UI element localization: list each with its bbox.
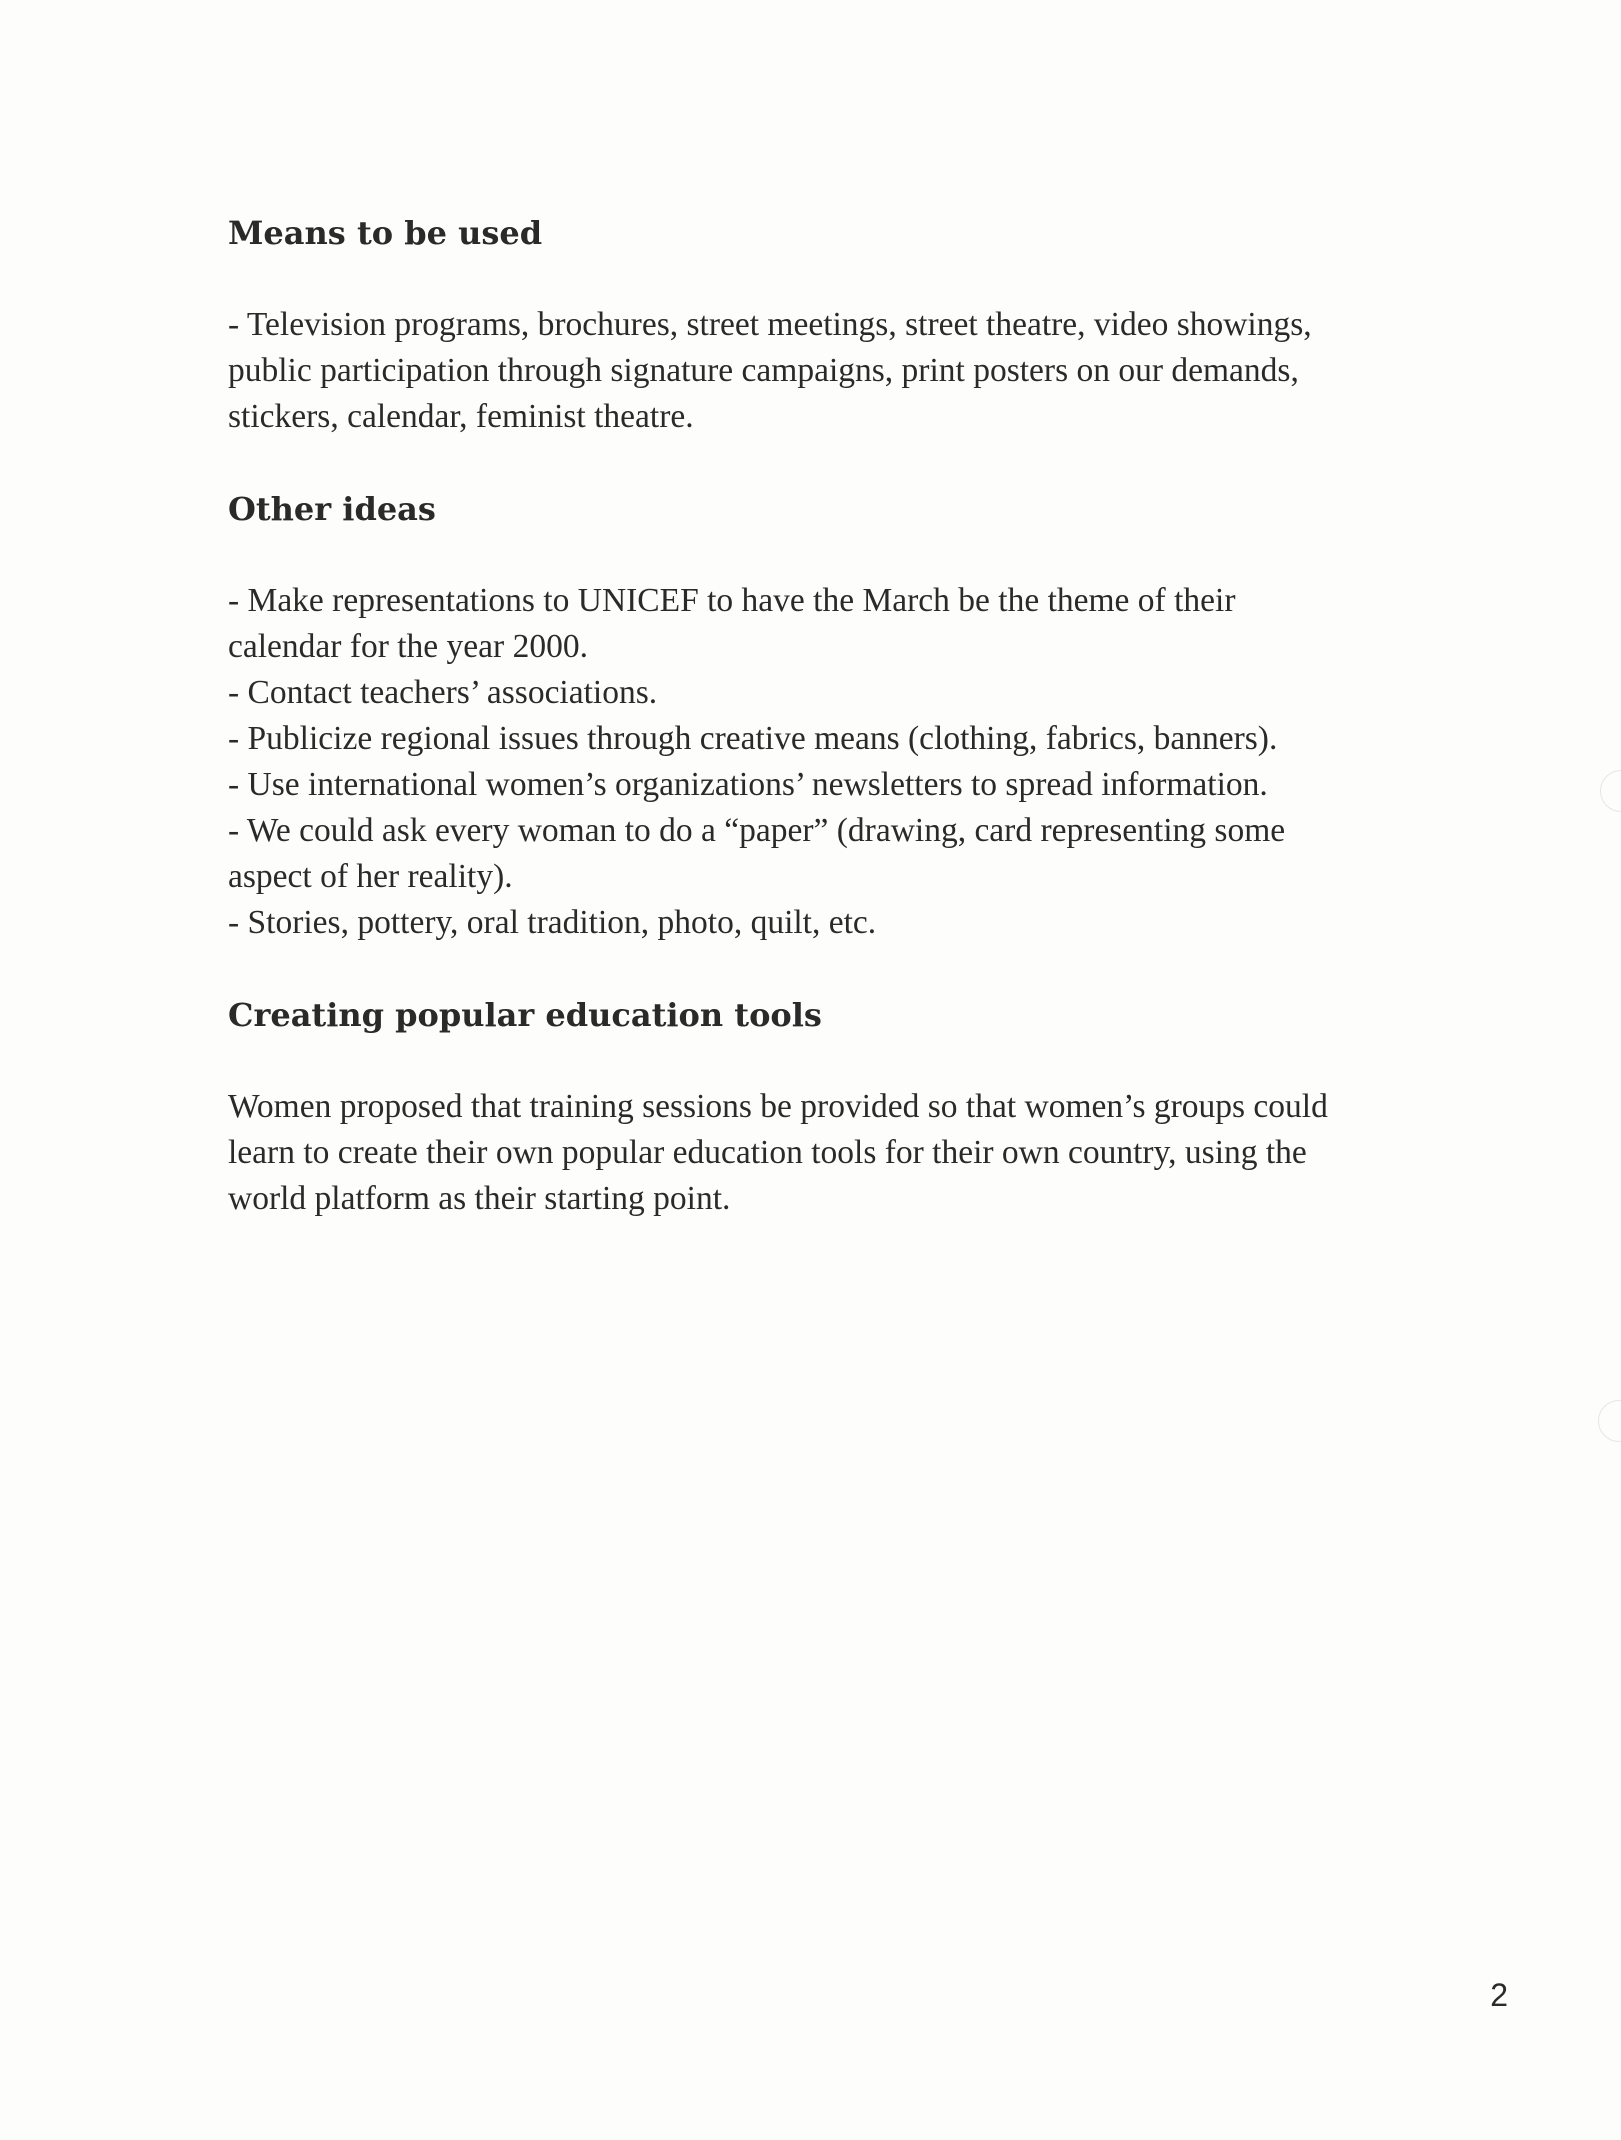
text-line: Women proposed that training sessions be provided so that women’s groups could xyxy=(228,1088,1328,1125)
text-line: - Stories, pottery, oral tradition, photo, quilt, etc. xyxy=(228,904,877,941)
text-line: - Contact teachers’ associations. xyxy=(228,674,658,711)
text-line: - Publicize regional issues through creative means (clothing, fabrics, banners). xyxy=(228,720,1278,757)
section-heading-popular-education: Creating popular education tools xyxy=(228,996,822,1034)
spacer xyxy=(228,440,1528,486)
text-line: aspect of her reality). xyxy=(228,858,513,895)
text-line: stickers, calendar, feminist theatre. xyxy=(228,398,694,435)
text-line: learn to create their own popular education tools for their own country, using the xyxy=(228,1134,1307,1171)
text-line: - Television programs, brochures, street meetings, street theatre, video showings, xyxy=(228,306,1312,343)
spacer xyxy=(228,532,1528,578)
punch-hole-mark xyxy=(1598,1400,1621,1442)
text-line: public participation through signature campaigns, print posters on our demands, xyxy=(228,352,1299,389)
page-number: 2 xyxy=(1490,1977,1508,2013)
paragraph-means xyxy=(228,302,1528,440)
text-line: - We could ask every woman to do a “paper” (drawing, card representing some xyxy=(228,812,1286,849)
section-heading-other-ideas: Other ideas xyxy=(228,490,436,528)
paragraph-popular-education xyxy=(228,1084,1528,1222)
spacer xyxy=(228,256,1528,302)
document-body xyxy=(228,210,1528,1222)
paragraph-other-ideas xyxy=(228,578,1528,946)
spacer xyxy=(228,946,1528,992)
text-line: - Use international women’s organizations’ newsletters to spread information. xyxy=(228,766,1268,803)
text-line: - Make representations to UNICEF to have the March be the theme of their xyxy=(228,582,1236,619)
text-line: world platform as their starting point. xyxy=(228,1180,731,1217)
section-heading-means: Means to be used xyxy=(228,214,543,252)
spacer xyxy=(228,1038,1528,1084)
punch-hole-mark xyxy=(1600,770,1621,812)
text-line: calendar for the year 2000. xyxy=(228,628,588,665)
